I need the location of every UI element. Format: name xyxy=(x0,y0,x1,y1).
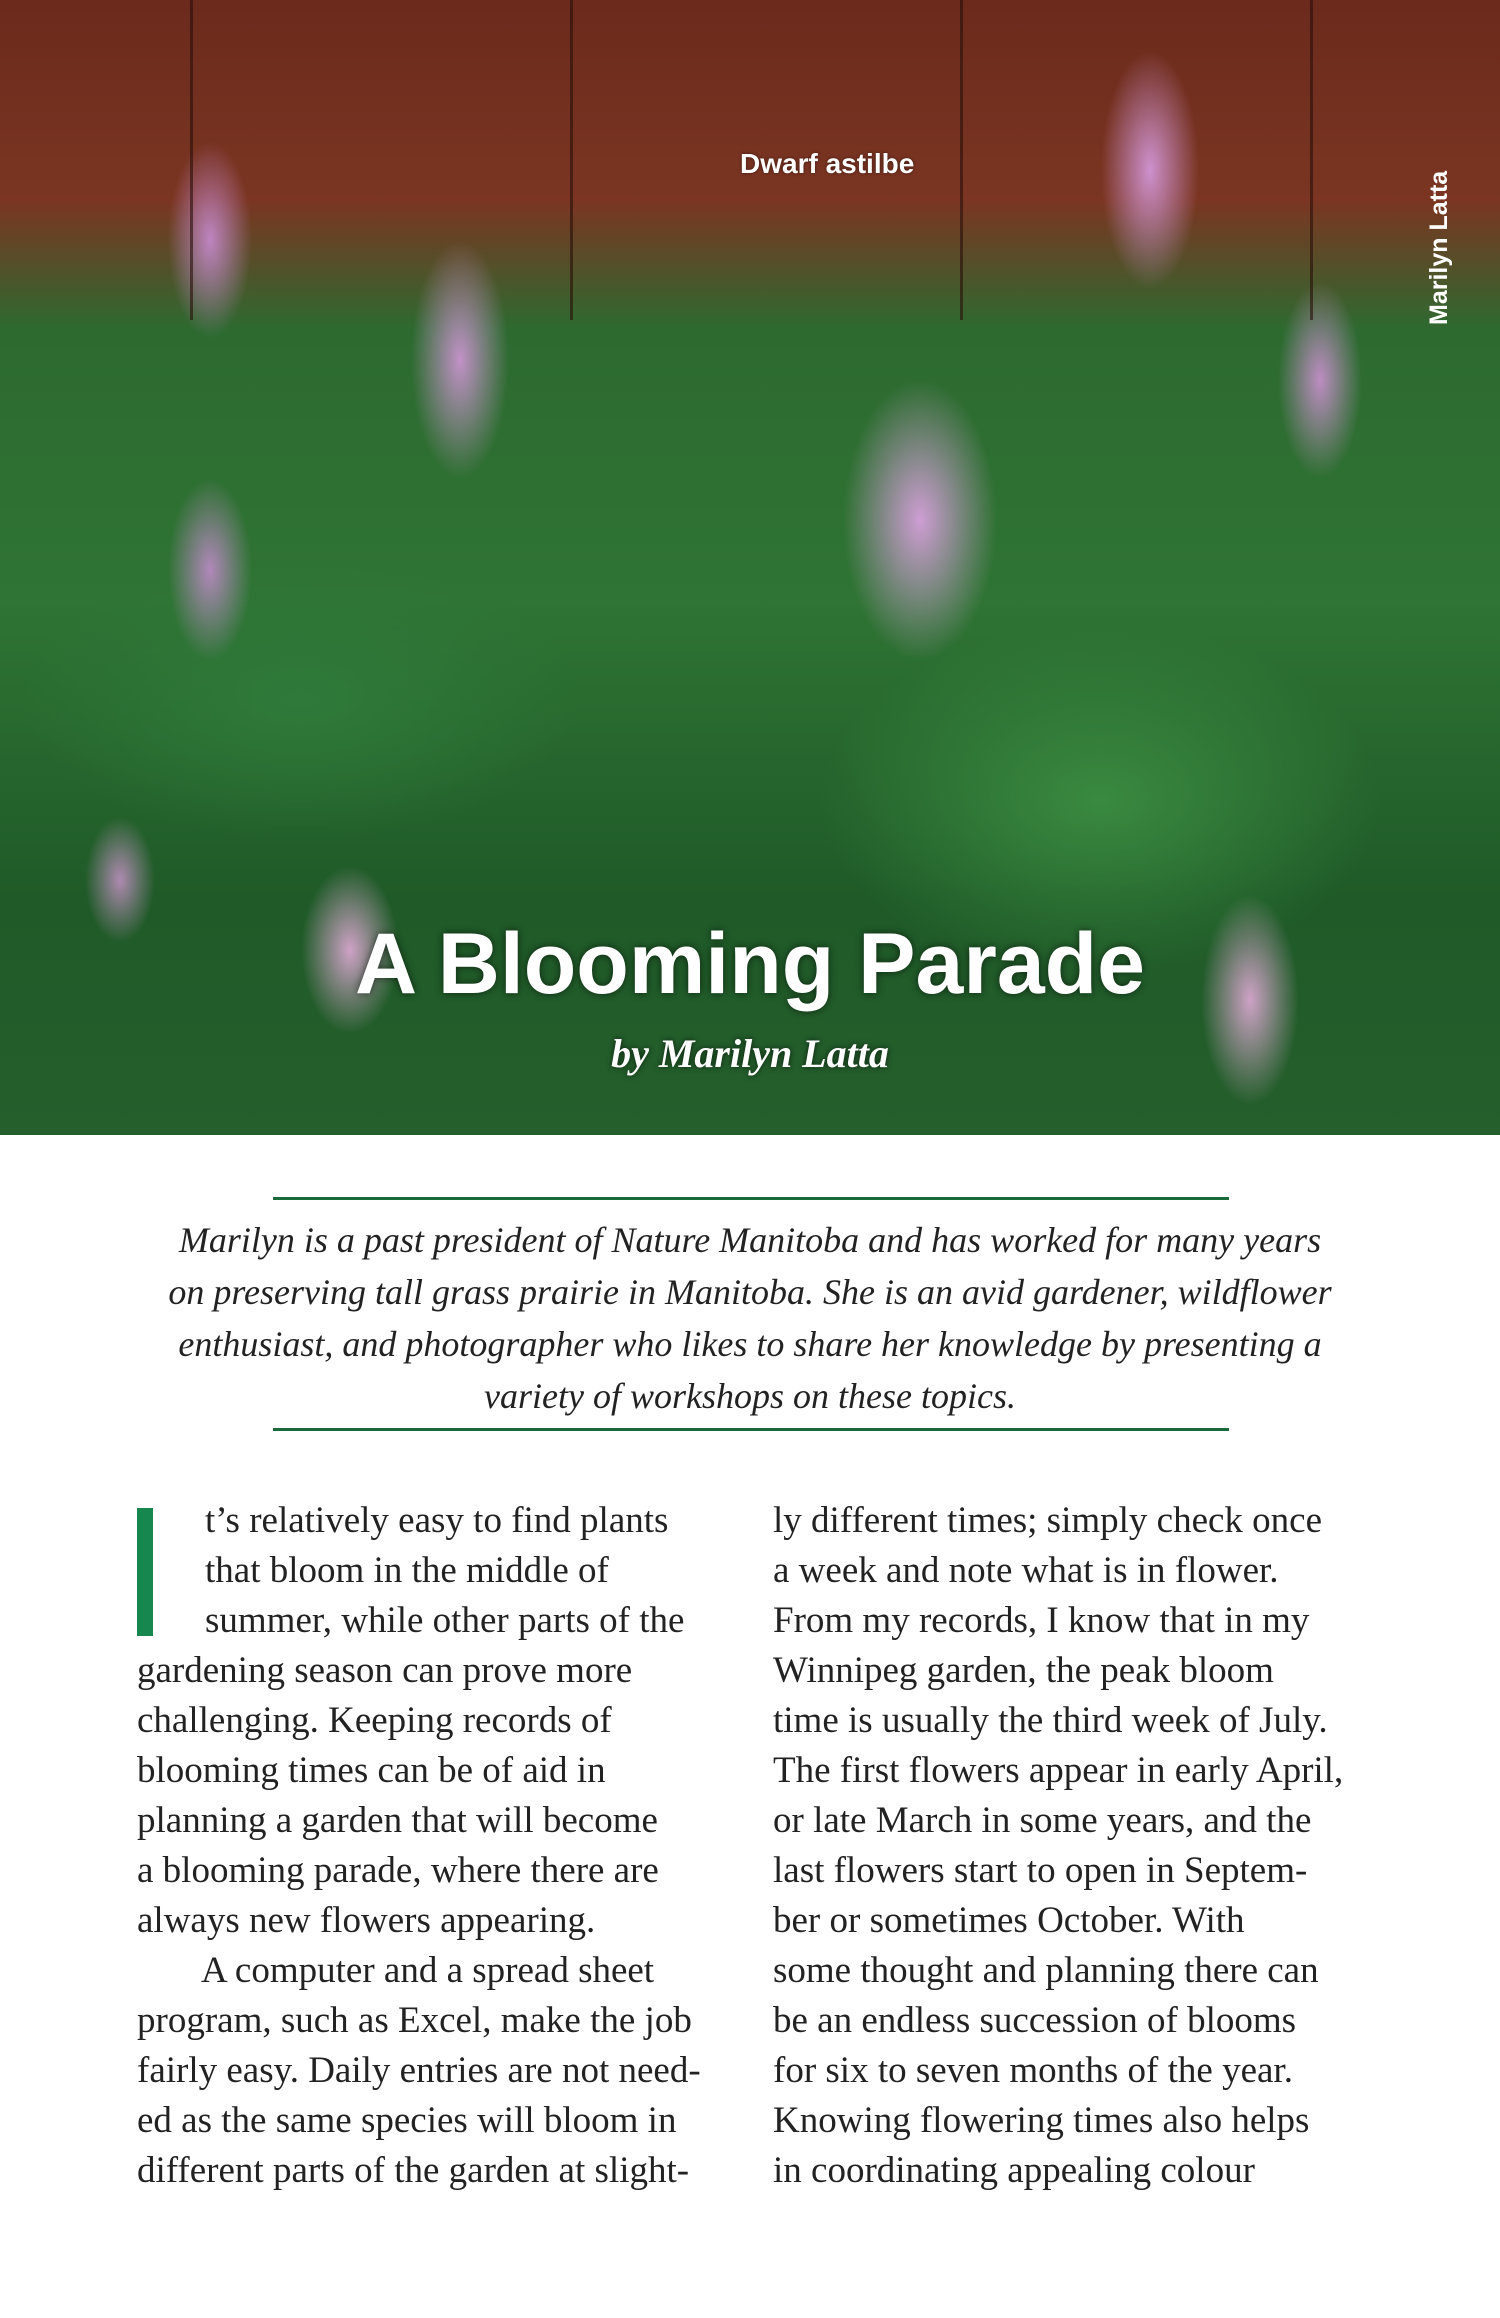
text-line: The first flowers appear in early April, xyxy=(773,1750,1344,1791)
fence-plank xyxy=(960,0,963,320)
text-line: program, such as Excel, make the job xyxy=(137,2000,692,2041)
header-photo xyxy=(0,0,1500,1135)
article-title: A Blooming Parade xyxy=(354,916,1146,1012)
text-line: a week and note what is in flower. xyxy=(773,1550,1279,1591)
divider-top xyxy=(273,1197,1229,1200)
bio-line: on preserving tall grass prairie in Manitoba. She is an avid gardener, wildflower xyxy=(168,1272,1332,1312)
text-line: challenging. Keeping records of xyxy=(137,1700,612,1741)
bio-line: variety of workshops on these topics. xyxy=(484,1376,1016,1416)
bio-line: Marilyn is a past president of Nature Manitoba and has worked for many years xyxy=(178,1220,1322,1260)
text-line: ly different times; simply check once xyxy=(773,1500,1323,1541)
text-line: that bloom in the middle of xyxy=(205,1550,609,1591)
photo-caption: Dwarf astilbe xyxy=(740,148,915,179)
text-line: always new flowers appearing. xyxy=(137,1900,596,1941)
text-line: planning a garden that will become xyxy=(137,1800,658,1841)
fence-plank xyxy=(190,0,193,320)
photo-credit: Marilyn Latta xyxy=(1425,170,1453,325)
text-line: be an endless succession of blooms xyxy=(773,2000,1297,2041)
text-line: ed as the same species will bloom in xyxy=(137,2100,677,2141)
text-line: or late March in some years, and the xyxy=(773,1800,1312,1841)
text-line: blooming times can be of aid in xyxy=(137,1750,606,1791)
body-column-2 xyxy=(773,1496,1373,2196)
text-line: A computer and a spread sheet xyxy=(201,1950,655,1991)
byline: by Marilyn Latta xyxy=(611,1031,889,1076)
text-line: Winnipeg garden, the peak bloom xyxy=(773,1650,1274,1691)
text-line: summer, while other parts of the xyxy=(205,1600,685,1641)
text-line: fairly easy. Daily entries are not need- xyxy=(137,2050,701,2091)
bio-line: enthusiast, and photographer who likes to share her knowledge by presenting a xyxy=(178,1324,1322,1364)
fence-plank xyxy=(1310,0,1313,320)
text-line: t’s relatively easy to find plants xyxy=(205,1500,669,1541)
divider-bottom xyxy=(273,1428,1229,1431)
text-line: a blooming parade, where there are xyxy=(137,1850,659,1891)
text-line: for six to seven months of the year. xyxy=(773,2050,1293,2091)
text-line: From my records, I know that in my xyxy=(773,1600,1310,1641)
text-line: different parts of the garden at slight- xyxy=(137,2150,690,2191)
text-line: Knowing flowering times also helps xyxy=(773,2100,1310,2141)
text-line: in coordinating appealing colour xyxy=(773,2150,1255,2191)
text-line: ber or sometimes October. With xyxy=(773,1900,1245,1941)
text-line: last flowers start to open in Septem- xyxy=(773,1850,1308,1891)
fence-plank xyxy=(570,0,573,320)
text-line: some thought and planning there can xyxy=(773,1950,1319,1991)
body-column-1 xyxy=(137,1496,737,2196)
text-line: time is usually the third week of July. xyxy=(773,1700,1328,1741)
text-line: gardening season can prove more xyxy=(137,1650,633,1691)
author-bio xyxy=(100,1214,1400,1422)
